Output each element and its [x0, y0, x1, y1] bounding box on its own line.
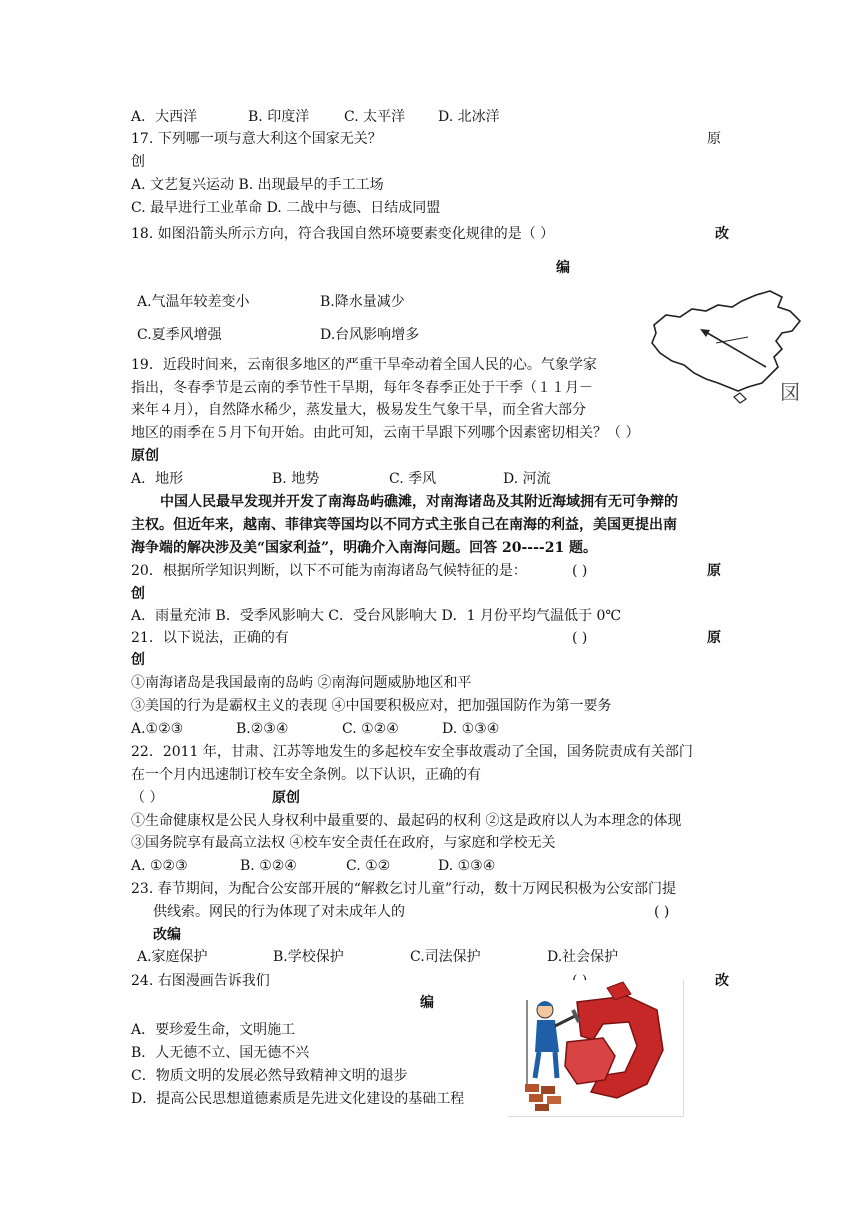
q18-option-d: D.台风影响增多: [320, 327, 420, 343]
q23-option-d: D.社会保护: [547, 949, 619, 965]
q20-source-tag-1: 原: [707, 563, 721, 579]
q18-option-b: B.降水量减少: [320, 294, 405, 310]
q16-option-c: C. 太平洋: [344, 109, 406, 125]
q17-options-cd: C. 最早进行工业革命 D. 二战中与德、日结成同盟: [131, 200, 441, 216]
q19-source-tag: 原创: [131, 448, 159, 464]
q21-statements-34: ③美国的行为是霸权主义的表现 ④中国要积极应对，把加强国防作为第一要务: [131, 698, 612, 714]
q19-line-2: 指出，冬春季节是云南的季节性干旱期，每年冬春季正处于干季（１１月－: [131, 380, 593, 396]
q23-source-tag: 改编: [153, 927, 181, 943]
q21-option-d: D. ①③④: [442, 721, 500, 737]
q22-option-a: A. ①②③: [131, 858, 188, 874]
q21-statements-12: ①南海诸岛是我国最南的岛屿 ②南海问题威胁地区和平: [131, 675, 472, 691]
q19-line-1: 19．近段时间来，云南很多地区的严重干旱牵动着全国人民的心。气象学家: [131, 357, 597, 373]
q23-line-2: 供线索。网民的行为体现了对未成年人的: [153, 904, 405, 920]
q21-option-a: A.①②③: [131, 721, 184, 737]
q20-answer-paren: ( ): [572, 563, 588, 579]
q16-option-b: B. 印度洋: [248, 109, 310, 125]
q22-answer-paren: （ ）: [131, 790, 164, 806]
q21-option-c: C. ①②④: [342, 721, 399, 737]
q24-source-tag-2: 编: [420, 995, 434, 1011]
q24-stem: 24. 右图漫画告诉我们: [131, 973, 270, 989]
q20-options: A．雨量充沛 B．受季风影响大 C．受台风影响大 D．1 月份平均气温低于 0℃: [131, 608, 622, 624]
q24-source-tag-1: 改: [715, 973, 729, 989]
passage-line-1: 中国人民最早发现并开发了南海岛屿礁滩，对南海诸岛及其附近海域拥有无可争辩的: [160, 494, 678, 510]
q19-line-3: 来年４月），自然降水稀少，蒸发量大，极易发生气象干旱，而全省大部分: [131, 402, 586, 418]
q20-stem: 20．根据所学知识判断，以下不可能为南海诸岛气候特征的是：: [131, 563, 527, 579]
q24-option-c: C．物质文明的发展必然导致精神文明的退步: [131, 1068, 408, 1084]
q16-option-d: D. 北冰洋: [438, 109, 500, 125]
q22-statements-34: ③国务院享有最高立法权 ④校车安全责任在政府，与家庭和学校无关: [131, 835, 556, 851]
q21-answer-paren: ( ): [572, 630, 588, 646]
q23-answer-paren: ( ): [654, 904, 670, 920]
q24-option-d: D．提高公民思想道德素质是先进文化建设的基础工程: [131, 1091, 465, 1107]
q21-stem: 21．以下说法，正确的有: [131, 630, 289, 646]
q16-option-a: A．大西洋: [131, 109, 198, 125]
q24-option-b: B．人无德不立、国无德不兴: [131, 1045, 310, 1061]
q19-option-b: B. 地势: [272, 471, 320, 487]
q23-option-a: A.家庭保护: [137, 949, 208, 965]
passage-line-2: 主权。但近年来，越南、菲律宾等国均以不同方式主张自己在南海的利益，美国更提出南: [131, 517, 677, 533]
q18-option-c: C.夏季风增强: [137, 327, 222, 343]
q22-option-c: C. ①②: [346, 858, 391, 874]
q22-source-tag: 原创: [272, 790, 300, 806]
q23-option-b: B.学校保护: [273, 949, 344, 965]
q23-line-1: 23. 春节期间，为配合公安部开展的“解救乞讨儿童”行动，数十万网民积极为公安部门提: [131, 881, 677, 897]
q17-source-tag-2: 创: [131, 154, 145, 170]
cartoon-illustration: [507, 980, 684, 1117]
q19-option-d: D. 河流: [503, 471, 551, 487]
q18-stem: 18. 如图沿箭头所示方向，符合我国自然环境要素变化规律的是（ ）: [131, 226, 555, 242]
q18-option-a: A.气温年较差变小: [137, 294, 250, 310]
q21-option-b: B.②③④: [236, 721, 289, 737]
q21-source-tag-2: 创: [131, 652, 145, 668]
q20-source-tag-2: 创: [131, 586, 145, 602]
q22-statements-12: ①生命健康权是公民人身权利中最重要的、最起码的权利 ②这是政府以人为本理念的体现: [131, 813, 682, 829]
q22-line-1: 22．2011 年，甘肃、江苏等地发生的多起校车安全事故震动了全国，国务院责成有关部门: [131, 744, 693, 760]
q18-source-tag-2: 编: [556, 260, 570, 276]
q22-option-b: B. ①②④: [240, 858, 297, 874]
q17-options-ab: A. 文艺复兴运动 B. 出现最早的手工工场: [131, 177, 384, 193]
q18-source-tag-1: 改: [715, 226, 729, 242]
q19-option-a: A．地形: [131, 471, 184, 487]
q19-line-4: 地区的雨季在５月下旬开始。由此可知，云南干旱跟下列哪个因素密切相关？（ ）: [131, 425, 640, 441]
q17-source-tag-1: 原: [707, 131, 721, 147]
map-mark: 㘝: [780, 380, 800, 404]
q22-line-2: 在一个月内迅速制订校车安全条例。以下认识，正确的有: [131, 767, 481, 783]
q19-option-c: C. 季风: [389, 471, 437, 487]
china-map-figure: [644, 287, 806, 407]
q23-option-c: C.司法保护: [410, 949, 481, 965]
q17-stem: 17. 下列哪一项与意大利这个国家无关？: [131, 131, 382, 147]
q22-option-d: D. ①③④: [438, 858, 496, 874]
passage-line-3: 海争端的解决涉及美“国家利益”，明确介入南海问题。回答 20----21 题。: [131, 540, 598, 556]
q24-answer-paren: ( ): [572, 973, 588, 989]
q24-option-a: A．要珍爱生命，文明施工: [131, 1022, 296, 1038]
q21-source-tag-1: 原: [707, 630, 721, 646]
